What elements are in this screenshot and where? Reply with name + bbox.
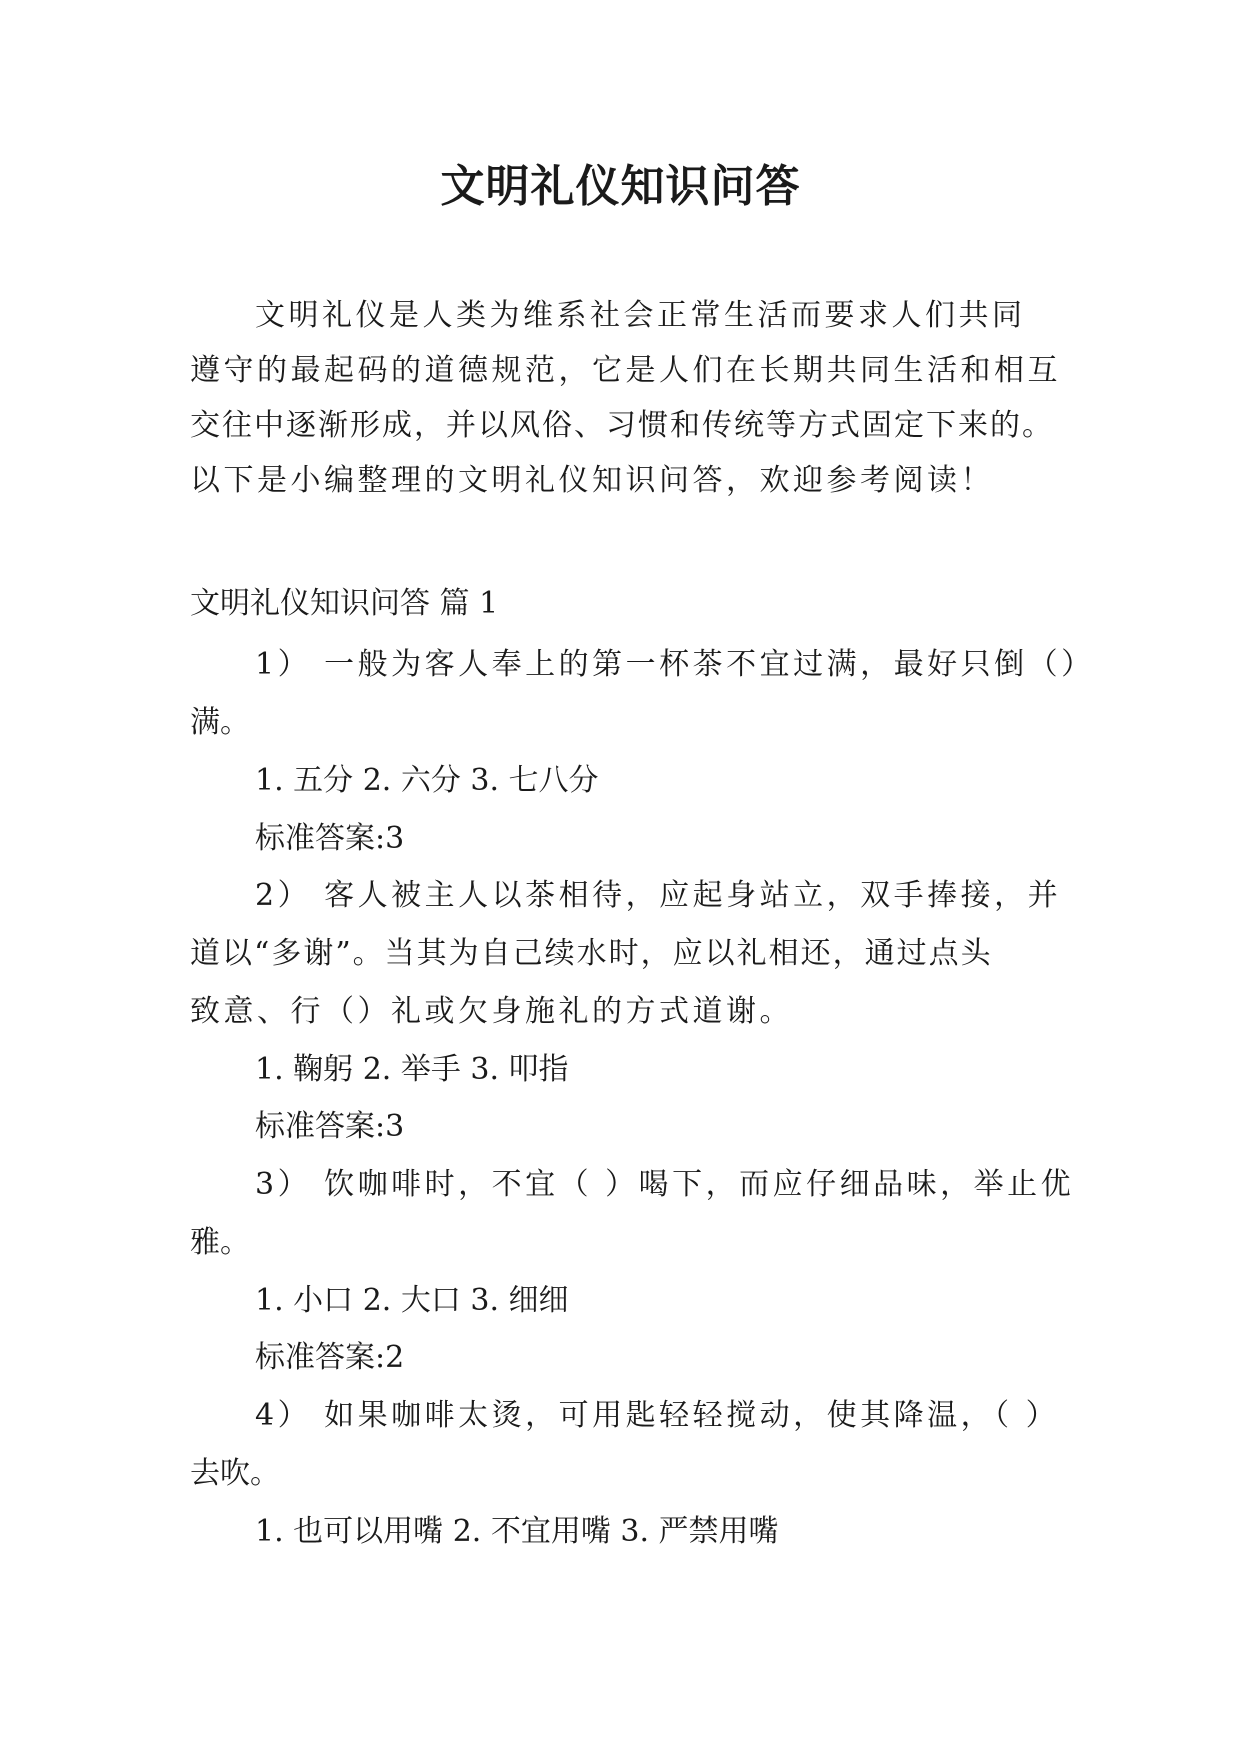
page-title: 文明礼仪知识问答 xyxy=(440,161,801,212)
section-heading: 文明礼仪知识问答 篇 1 xyxy=(190,586,499,621)
question-4-line-2: 去吹。 xyxy=(190,1456,280,1491)
intro-line-1: 文明礼仪是人类为维系社会正常生活而要求人们共同 xyxy=(255,298,1026,333)
question-3-line-1: 3） 饮咖啡时，不宜（ ）喝下，而应仔细品味，举止优 xyxy=(255,1167,1075,1202)
question-2-line-1: 2） 客人被主人以茶相待，应起身站立，双手捧接，并 xyxy=(255,878,1062,913)
question-4-line-1: 4） 如果咖啡太烫，可用匙轻轻搅动，使其降温，（ ） xyxy=(255,1398,1060,1433)
question-2-line-2: 道以“多谢”。当其为自己续水时，应以礼相还，通过点头 xyxy=(190,936,993,971)
intro-line-4: 以下是小编整理的文明礼仪知识问答，欢迎参考阅读！ xyxy=(190,463,994,498)
question-2-options: 1. 鞠躬 2. 举手 3. 叩指 xyxy=(255,1052,569,1087)
question-2-answer: 标准答案:3 xyxy=(255,1109,405,1144)
question-1-line-2: 满。 xyxy=(190,705,250,740)
question-3-answer: 标准答案:2 xyxy=(255,1340,405,1375)
intro-line-3: 交往中逐渐形成，并以风俗、习惯和传统等方式固定下来的。 xyxy=(190,408,1054,443)
question-1-line-1: 1） 一般为客人奉上的第一杯茶不宜过满，最好只倒（） xyxy=(255,647,1095,682)
question-1-options: 1. 五分 2. 六分 3. 七八分 xyxy=(255,763,599,798)
question-1-answer: 标准答案:3 xyxy=(255,821,405,856)
question-3-options: 1. 小口 2. 大口 3. 细细 xyxy=(255,1283,569,1318)
question-2-line-3: 致意、行（）礼或欠身施礼的方式道谢。 xyxy=(190,994,793,1029)
question-3-line-2: 雅。 xyxy=(190,1225,250,1260)
intro-line-2: 遵守的最起码的道德规范，它是人们在长期共同生活和相互 xyxy=(190,353,1061,388)
question-4-options: 1. 也可以用嘴 2. 不宜用嘴 3. 严禁用嘴 xyxy=(255,1514,779,1549)
